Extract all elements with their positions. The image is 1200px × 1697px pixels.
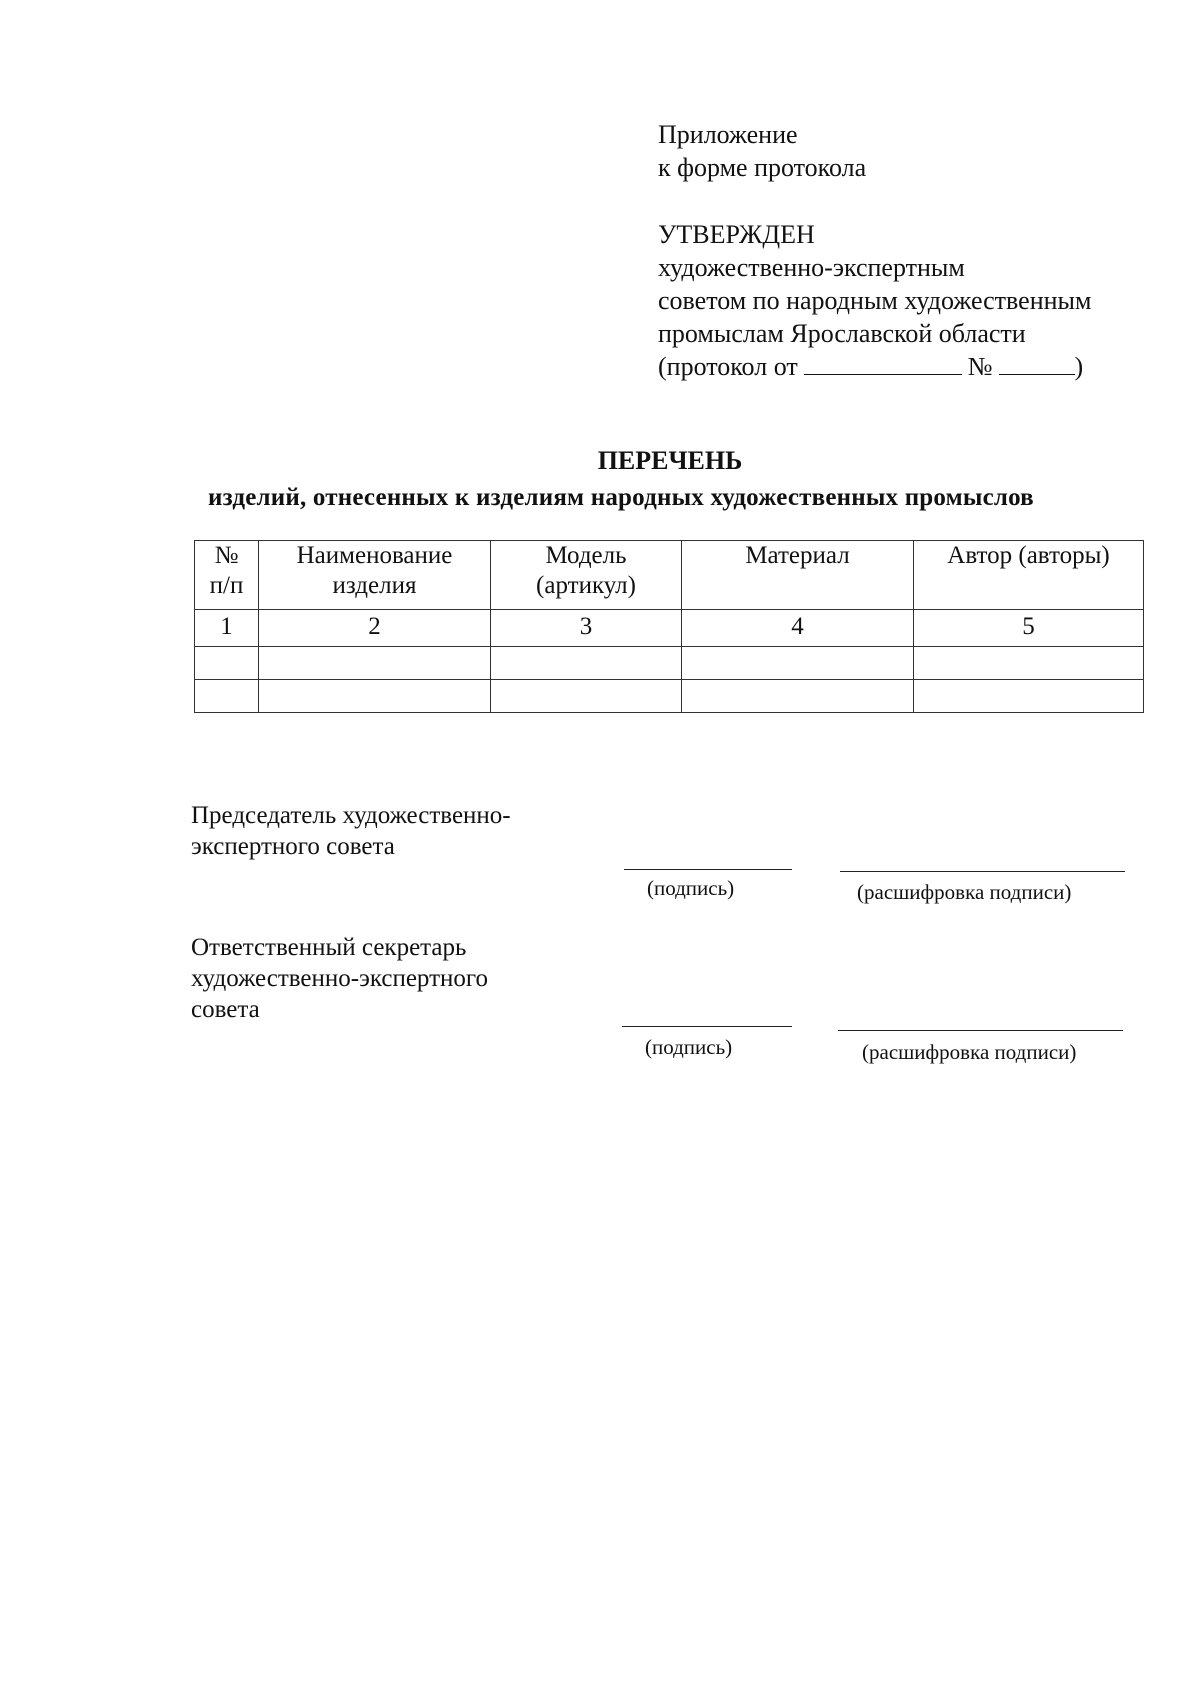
table-cell[interactable] <box>195 647 259 680</box>
table-row <box>195 647 1144 680</box>
secretary-signature-line[interactable] <box>622 1026 792 1027</box>
col-number-3: 3 <box>491 610 682 647</box>
approval-line-3: промыслам Ярославской области <box>658 319 1026 348</box>
col-number-1: 1 <box>195 610 259 647</box>
approval-line-2: советом по народным художественным <box>658 286 1092 315</box>
table-cell[interactable] <box>259 647 491 680</box>
protocol-prefix: (протокол от <box>658 352 798 381</box>
chair-signature-caption: (подпись) <box>647 876 735 900</box>
chair-decode-caption: (расшифровка подписи) <box>857 880 1072 904</box>
appendix-line-2: к форме протокола <box>658 153 867 182</box>
protocol-date-blank[interactable] <box>804 352 962 375</box>
header-item-name: Наименование изделия <box>259 541 491 610</box>
table-cell[interactable] <box>682 680 914 713</box>
table-cell[interactable] <box>682 647 914 680</box>
protocol-line <box>658 350 1091 383</box>
approval-heading: УТВЕРЖДЕН <box>658 220 815 249</box>
protocol-number-blank[interactable] <box>999 352 1075 375</box>
table-header-row <box>195 541 1144 610</box>
approval-line-1: художественно-экспертным <box>658 253 965 282</box>
table-cell[interactable] <box>491 680 682 713</box>
document-subtitle: изделий, отнесенных к изделиям народных художественных промыслов <box>208 484 1034 511</box>
table-cell[interactable] <box>259 680 491 713</box>
chair-signature-line[interactable] <box>624 869 792 870</box>
table-cell[interactable] <box>195 680 259 713</box>
table-row <box>195 680 1144 713</box>
header-author: Автор (авторы) <box>914 541 1144 610</box>
secretary-decode-caption: (расшифровка подписи) <box>862 1040 1077 1064</box>
header-material: Материал <box>682 541 914 610</box>
secretary-label: Ответственный секретарь художественно-экспертного совета <box>191 934 489 1023</box>
protocol-number-sign: № <box>967 352 993 381</box>
table-cell[interactable] <box>914 647 1144 680</box>
table-cell[interactable] <box>491 647 682 680</box>
items-table <box>194 540 1144 713</box>
document-title: ПЕРЕЧЕНЬ <box>597 446 743 475</box>
col-number-4: 4 <box>682 610 914 647</box>
header-model: Модель (артикул) <box>491 541 682 610</box>
table-cell[interactable] <box>914 680 1144 713</box>
appendix-line-1: Приложение <box>658 120 798 149</box>
approval-block <box>658 218 1091 383</box>
chair-label: Председатель художественно- экспертного совета <box>191 802 511 860</box>
col-number-2: 2 <box>259 610 491 647</box>
appendix-note <box>658 118 866 184</box>
secretary-decode-line[interactable] <box>838 1030 1123 1031</box>
table-number-row <box>195 610 1144 647</box>
col-number-5: 5 <box>914 610 1144 647</box>
protocol-close: ) <box>1074 352 1084 381</box>
secretary-signature-caption: (подпись) <box>645 1035 733 1059</box>
chair-decode-line[interactable] <box>840 871 1125 872</box>
header-number: № п/п <box>195 541 259 610</box>
